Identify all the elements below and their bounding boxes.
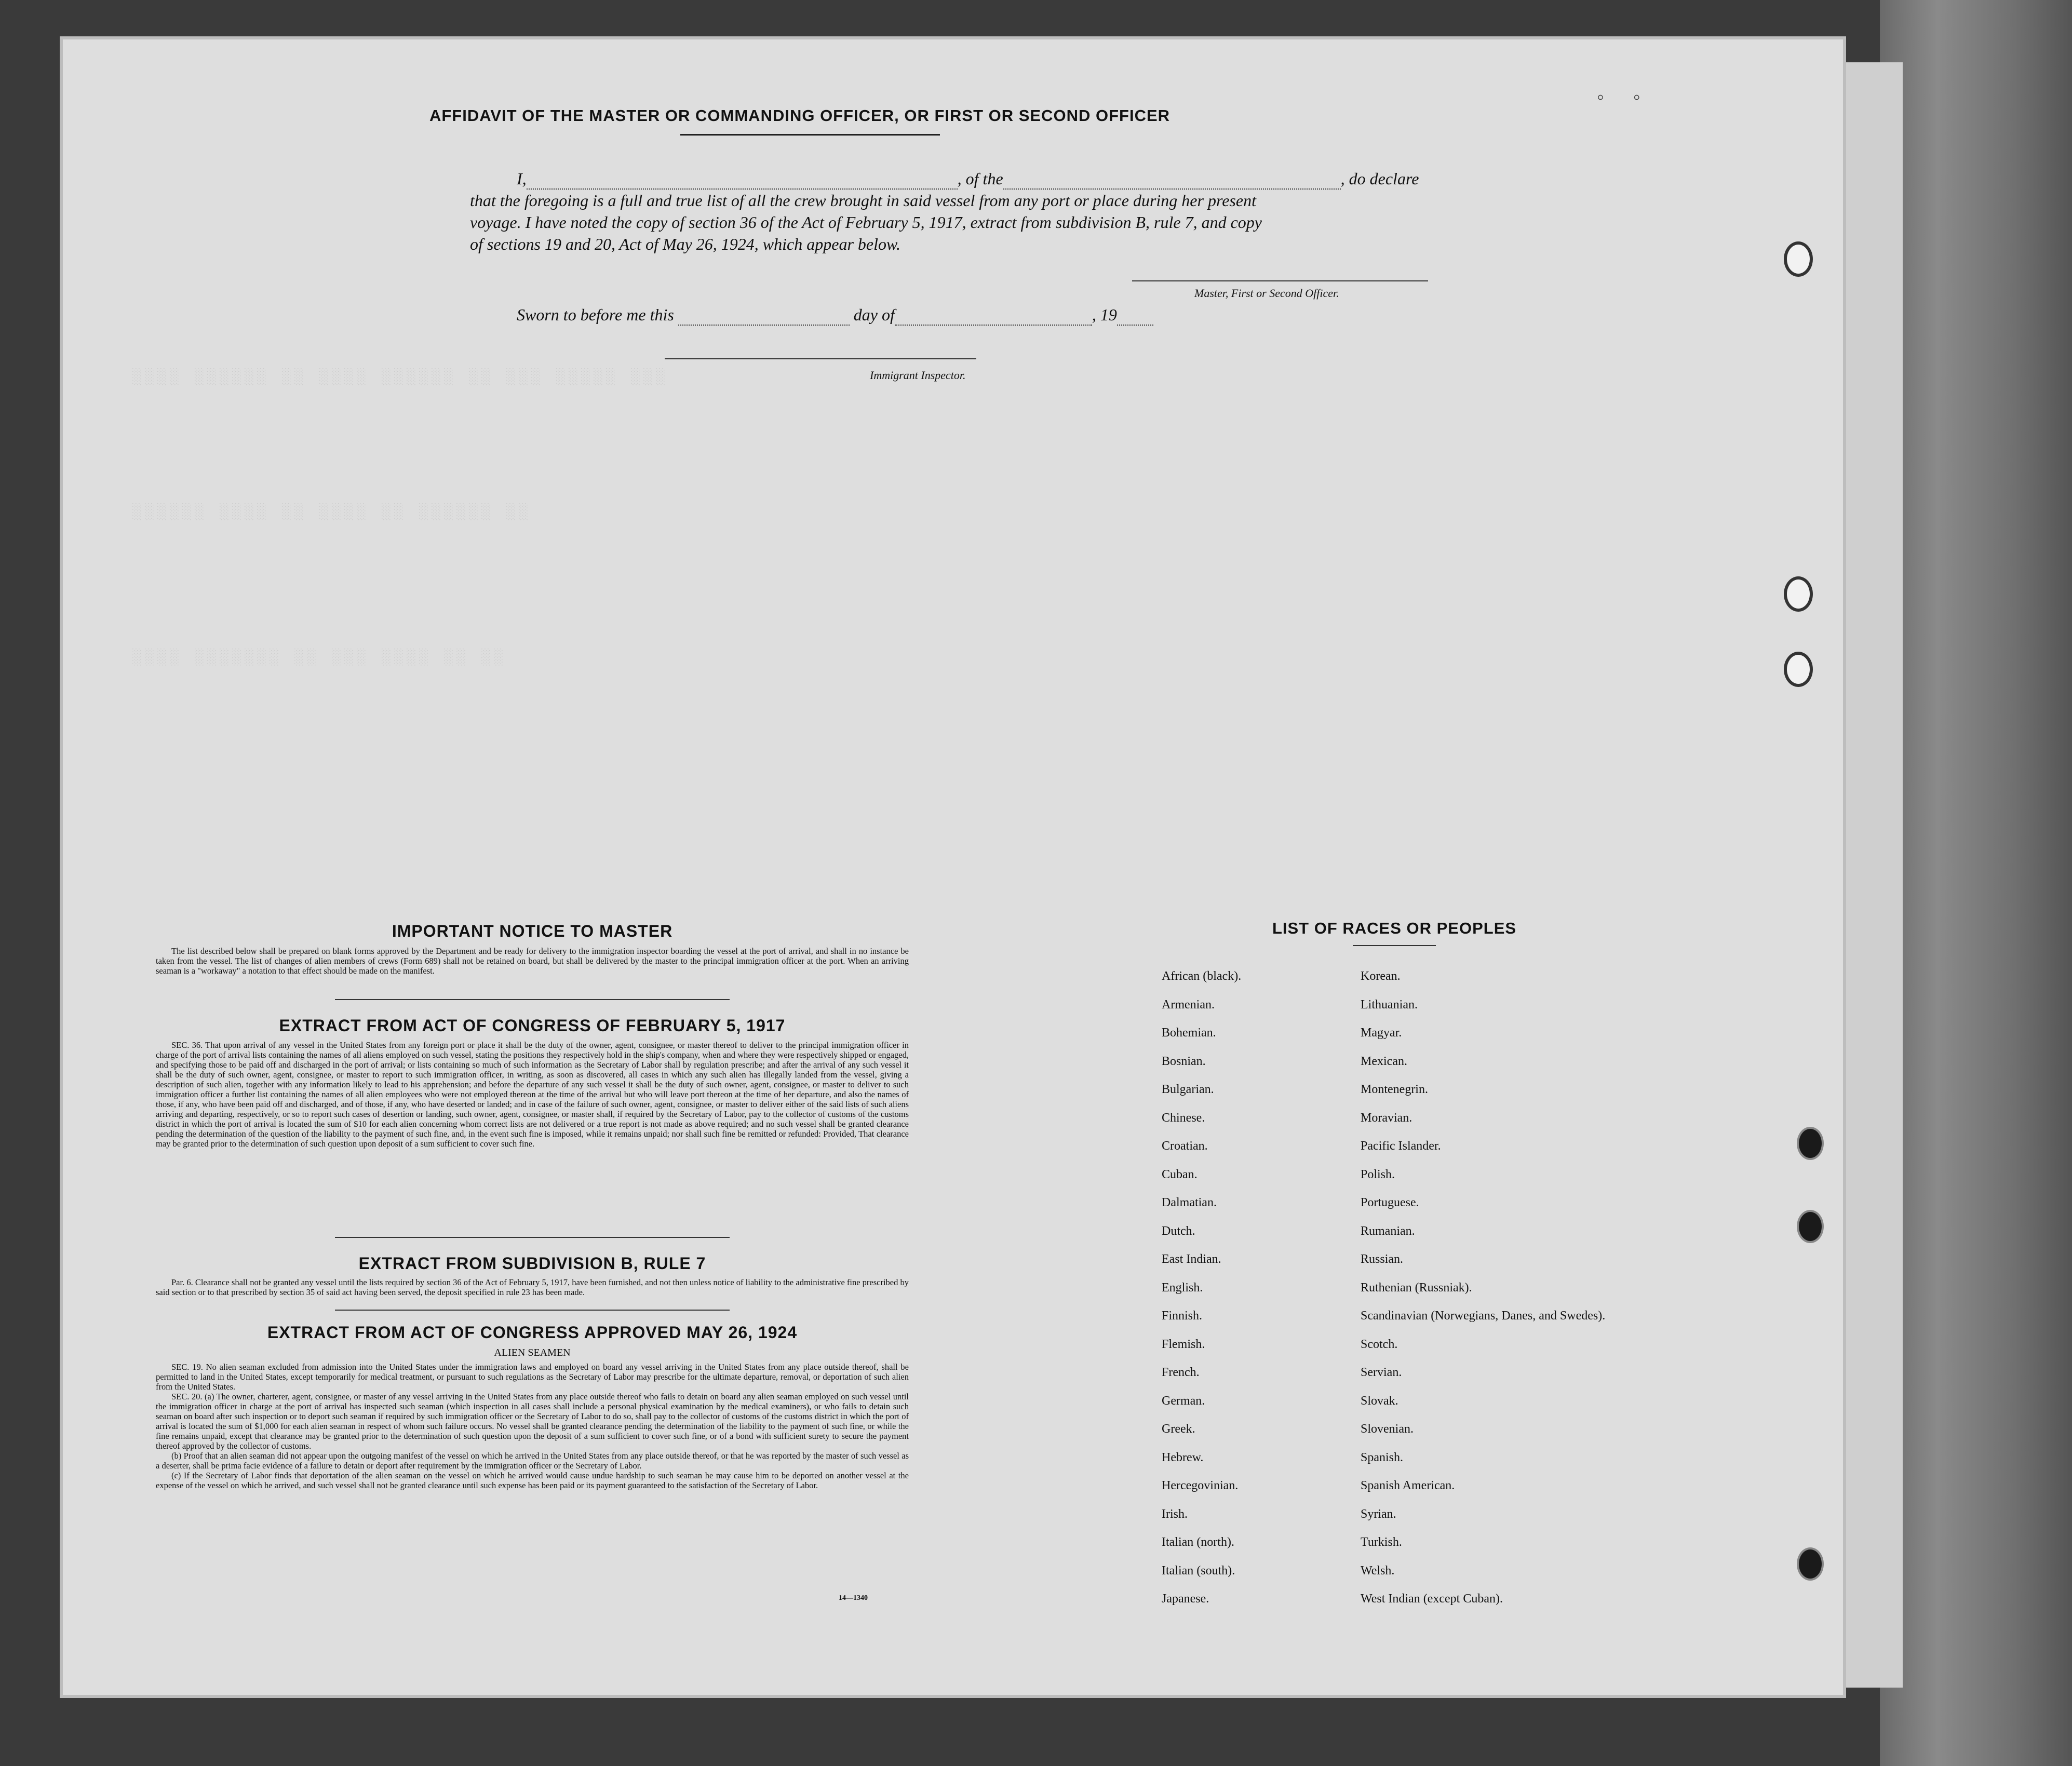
- notice-title: IMPORTANT NOTICE TO MASTER: [392, 922, 673, 940]
- race-item: Chinese.: [1162, 1111, 1205, 1125]
- race-item: German.: [1162, 1394, 1205, 1408]
- affidavit-title: AFFIDAVIT OF THE MASTER OR COMMANDING OFFICER, OR FIRST OR SECOND OFFICER: [429, 106, 1170, 125]
- race-item: Montenegrin.: [1361, 1083, 1428, 1096]
- punch-hole: [1784, 576, 1813, 612]
- punch-hole: [1784, 652, 1813, 687]
- extract-1924-title: EXTRACT FROM ACT OF CONGRESS APPROVED MAY 26, 1924: [267, 1323, 798, 1342]
- races-left-column: [1162, 968, 1359, 1620]
- sworn-month-field[interactable]: [895, 325, 1092, 326]
- sworn-line: [517, 304, 1296, 326]
- race-item: Dutch.: [1162, 1224, 1195, 1238]
- race-item: Polish.: [1361, 1167, 1395, 1181]
- notice-text: The list described below shall be prepared on blank forms approved by the Department and be ready for delivery to the immigration inspector boarding the vessel at the port of arrival, and shall in no instance be taken from the vessel. The list of changes of alien members of crews (Form 689) shall not be retained on board, but shall be delivered by the master to the principal immigration officer at the port. When an arriving seaman is a "workaway" a notation to that effect should be made on the manifest.: [156, 946, 909, 976]
- section-20b-text: (b) Proof that an alien seaman did not appear upon the outgoing manifest of the vessel on which he arrived in the United States from any place outside thereof, or that he was reported by the master of such vessel as a deserter, shall be prima facie evidence of a failure to detain or deport after requirement by the immigration officer or the Secretary of Labor.: [156, 1451, 909, 1471]
- race-item: Slovak.: [1361, 1394, 1398, 1408]
- punch-hole: [1784, 241, 1813, 277]
- race-item: Bosnian.: [1162, 1054, 1206, 1068]
- affidavit-line-1: [517, 168, 1529, 190]
- race-item: Italian (north).: [1162, 1535, 1234, 1549]
- races-title-rule: [1353, 945, 1436, 946]
- race-item: Russian.: [1361, 1252, 1404, 1266]
- race-item: Dalmatian.: [1162, 1196, 1217, 1209]
- bleed-through-marks: ░░░░ ░░░░░░ ░░ ░░░░ ░░░░░░ ░░ ░░░ ░░░░░ ░░░: [132, 369, 669, 386]
- race-item: Korean.: [1361, 969, 1401, 983]
- race-item: Portuguese.: [1361, 1196, 1419, 1209]
- underlying-page-edge: [1838, 62, 1903, 1688]
- sworn-text: day of: [853, 305, 895, 324]
- race-item: Spanish American.: [1361, 1479, 1455, 1492]
- master-signature-line[interactable]: [1132, 280, 1428, 281]
- race-item: Italian (south).: [1162, 1563, 1235, 1578]
- section-divider: [335, 1237, 730, 1238]
- bleed-through-marks: ░░░░░░ ░░░░ ░░ ░░░░ ░░ ░░░░░░ ░░: [132, 504, 532, 521]
- race-item: Syrian.: [1361, 1507, 1396, 1521]
- form-number: 14—1340: [839, 1594, 868, 1602]
- race-item: Scotch.: [1361, 1337, 1398, 1351]
- affidavit-line-2: that the foregoing is a full and true list of all the crew brought in said vessel from any port or place during her present: [470, 191, 1256, 210]
- master-signature-label: Master, First or Second Officer.: [1194, 287, 1339, 300]
- inspector-signature-line[interactable]: [665, 358, 976, 359]
- affidavit-text: I,: [517, 169, 527, 188]
- affidavit-text: , do declare: [1340, 169, 1419, 188]
- race-item: Lithuanian.: [1361, 997, 1418, 1012]
- bleed-through-marks: ░░░░ ░░░░░░░ ░░ ░░░ ░░░░ ░░ ░░: [132, 649, 507, 667]
- background-right-edge: [1880, 0, 2072, 1766]
- race-item: Turkish.: [1361, 1535, 1402, 1549]
- punch-hole: [1797, 1547, 1824, 1581]
- race-item: West Indian (except Cuban).: [1361, 1592, 1503, 1606]
- sworn-text: , 19: [1092, 305, 1117, 324]
- sworn-year-field[interactable]: [1117, 325, 1153, 326]
- race-item: Slovenian.: [1361, 1422, 1414, 1436]
- race-item: Hercegovinian.: [1162, 1479, 1239, 1492]
- race-item: Finnish.: [1162, 1309, 1203, 1323]
- race-item: Rumanian.: [1361, 1224, 1415, 1238]
- race-item: East Indian.: [1162, 1252, 1221, 1266]
- race-item: Flemish.: [1162, 1337, 1205, 1351]
- race-item: Cuban.: [1162, 1167, 1198, 1181]
- race-item: Japanese.: [1162, 1592, 1209, 1606]
- race-item: Welsh.: [1361, 1563, 1395, 1578]
- section-divider: [335, 999, 730, 1000]
- races-title: LIST OF RACES OR PEOPLES: [1272, 919, 1517, 937]
- race-item: Scandinavian (Norwegians, Danes, and Swedes).: [1361, 1309, 1606, 1323]
- race-item: English.: [1162, 1280, 1203, 1295]
- section-20a-text: SEC. 20. (a) The owner, charterer, agent, consignee, or master of any vessel arriving in the United States from any place outside thereof who fails to detain on board any alien seaman employed on such vessel until the immigration officer in charge at the port of arrival has inspected such seaman (which inspection in all cases shall include a personal physical examination by the medical examiners), or who fails to detain such seaman on board after such inspection or to deport such seaman if required by such immigration officer or the Secretary of Labor to do so, shall pay to the collector of customs of the customs district in which the port of arrival is located the sum of $1,000 for each alien seaman in respect of whom such failure occurs. No vessel shall be granted clearance pending the determination of the liability to the payment of such fine, or while the fine remains unpaid, except that clearance may be granted prior to the determination of such question upon the deposit of a sum sufficient to cover such fine, or of a bond with sufficient surety to secure the payment thereof approved by the collector of customs.: [156, 1392, 909, 1451]
- race-item: African (black).: [1162, 969, 1242, 983]
- race-item: Croatian.: [1162, 1139, 1208, 1153]
- affidavit-title-rule: [680, 134, 940, 136]
- race-item: Magyar.: [1361, 1026, 1402, 1040]
- punch-hole: [1797, 1210, 1824, 1243]
- subdivision-text: Par. 6. Clearance shall not be granted any vessel until the lists required by section 36 of the Act of February 5, 1917, have been furnished, and not then unless notice of liability to the administrative fine prescribed by said section or to that prescribed by section 35 of said act having been served, the deposit specified in rule 23 has been made.: [156, 1277, 909, 1297]
- race-item: Servian.: [1361, 1366, 1402, 1379]
- race-item: Irish.: [1162, 1507, 1188, 1521]
- section-divider: [335, 1310, 730, 1311]
- sworn-day-field[interactable]: [678, 325, 850, 326]
- corner-marks: ◦ ◦: [1597, 86, 1640, 109]
- race-item: Spanish.: [1361, 1450, 1404, 1464]
- section-20c-text: (c) If the Secretary of Labor finds that deportation of the alien seaman on the vessel on which he arrived would cause undue hardship to such seaman he may cause him to be deported on another vessel at the expense of the vessel on which he arrived, and such vessel shall not be granted clearance until such expense has been paid or its payment guaranteed to the satisfaction of the Secretary of Labor.: [156, 1471, 909, 1490]
- affidavit-line-4: of sections 19 and 20, Act of May 26, 1924, which appear below.: [470, 235, 900, 253]
- race-item: Pacific Islander.: [1361, 1139, 1441, 1153]
- affidavit-line-3: voyage. I have noted the copy of section 36 of the Act of February 5, 1917, extract from subdivision B, rule 7, and copy: [470, 213, 1262, 232]
- race-item: Bohemian.: [1162, 1026, 1216, 1040]
- race-item: Ruthenian (Russniak).: [1361, 1280, 1472, 1295]
- punch-hole: [1797, 1127, 1824, 1160]
- races-right-column: [1361, 968, 1610, 1620]
- section-19-text: SEC. 19. No alien seaman excluded from admission into the United States under the immigration laws and employed on board any vessel arriving in the United States from any place outside thereof, shall be permitted to land in the United States, except temporarily for medical treatment, or pursuant to such regulations as the Secretary of Labor may prescribe for the ultimate departure, removal, or deportation of such alien from the United States.: [156, 1362, 909, 1392]
- extract-1917-title: EXTRACT FROM ACT OF CONGRESS OF FEBRUARY 5, 1917: [279, 1016, 786, 1035]
- sworn-text: Sworn to before me this: [517, 305, 674, 324]
- document-page: [60, 36, 1846, 1698]
- alien-seamen-subtitle: ALIEN SEAMEN: [494, 1347, 571, 1358]
- race-item: Moravian.: [1361, 1111, 1412, 1125]
- race-item: Armenian.: [1162, 997, 1215, 1012]
- inspector-signature-label: Immigrant Inspector.: [870, 369, 966, 382]
- race-item: Mexican.: [1361, 1054, 1407, 1068]
- race-item: French.: [1162, 1366, 1200, 1379]
- race-item: Bulgarian.: [1162, 1083, 1214, 1096]
- extract-1924-body: [156, 1362, 909, 1490]
- race-item: Greek.: [1162, 1422, 1195, 1436]
- affidavit-text: , of the: [957, 169, 1003, 188]
- race-item: Hebrew.: [1162, 1450, 1204, 1464]
- subdivision-title: EXTRACT FROM SUBDIVISION B, RULE 7: [358, 1254, 706, 1273]
- extract-1917-text: SEC. 36. That upon arrival of any vessel in the United States from any foreign port or place it shall be the duty of the owner, agent, consignee, or master thereof to deliver to the principal immigration officer in charge of the port of arrival lists containing the names of all aliens employed on such vessel, stating the positions they respectively hold in the ship's company, when and where they were respectively shipped or engaged, and specifying those to be paid off and discharged in the port of arrival; or lists containing so much of such information as the Secretary of Labor shall by regulation prescribe; and after the arrival of any such vessel it shall be the duty of such owner, agent, consignee, or master to report to such immigration officer, in writing, as soon as discovered, all cases in which any such alien has illegally landed from the vessel, giving a description of such alien, together with any information likely to lead to his apprehension; and before the departure of any such vessel it shall be the duty of such owner, agent, consignee, or master to deliver to such immigration officer a further list containing the names of all alien employees who were not employed thereon at the time of the arrival but who will leave port thereon at the time of her departure, and also the names of those, if any, who have been paid off and discharged, and of those, if any, who have deserted or landed; and in case of the failure of such owner, agent, consignee, or master to deliver either of the said lists of such aliens arriving and departing, respectively, or so to report such cases of desertion or landing, such owner, agent, consignee, or master shall, if required by the Secretary of Labor, pay to the collector of customs of the customs district in which the port of arrival is located the sum of $10 for each alien concerning whom correct lists are not delivered or a true report is not made as above required; and no such vessel shall be granted clearance pending the determination of the question of the liability to the payment of such fine, and, in the event such fine is imposed, while it remains unpaid; nor shall such fine be remitted or refunded: Provided, That clearance may be granted prior to the determination of such question upon deposit of a sum sufficient to cover such fine.: [156, 1040, 909, 1149]
